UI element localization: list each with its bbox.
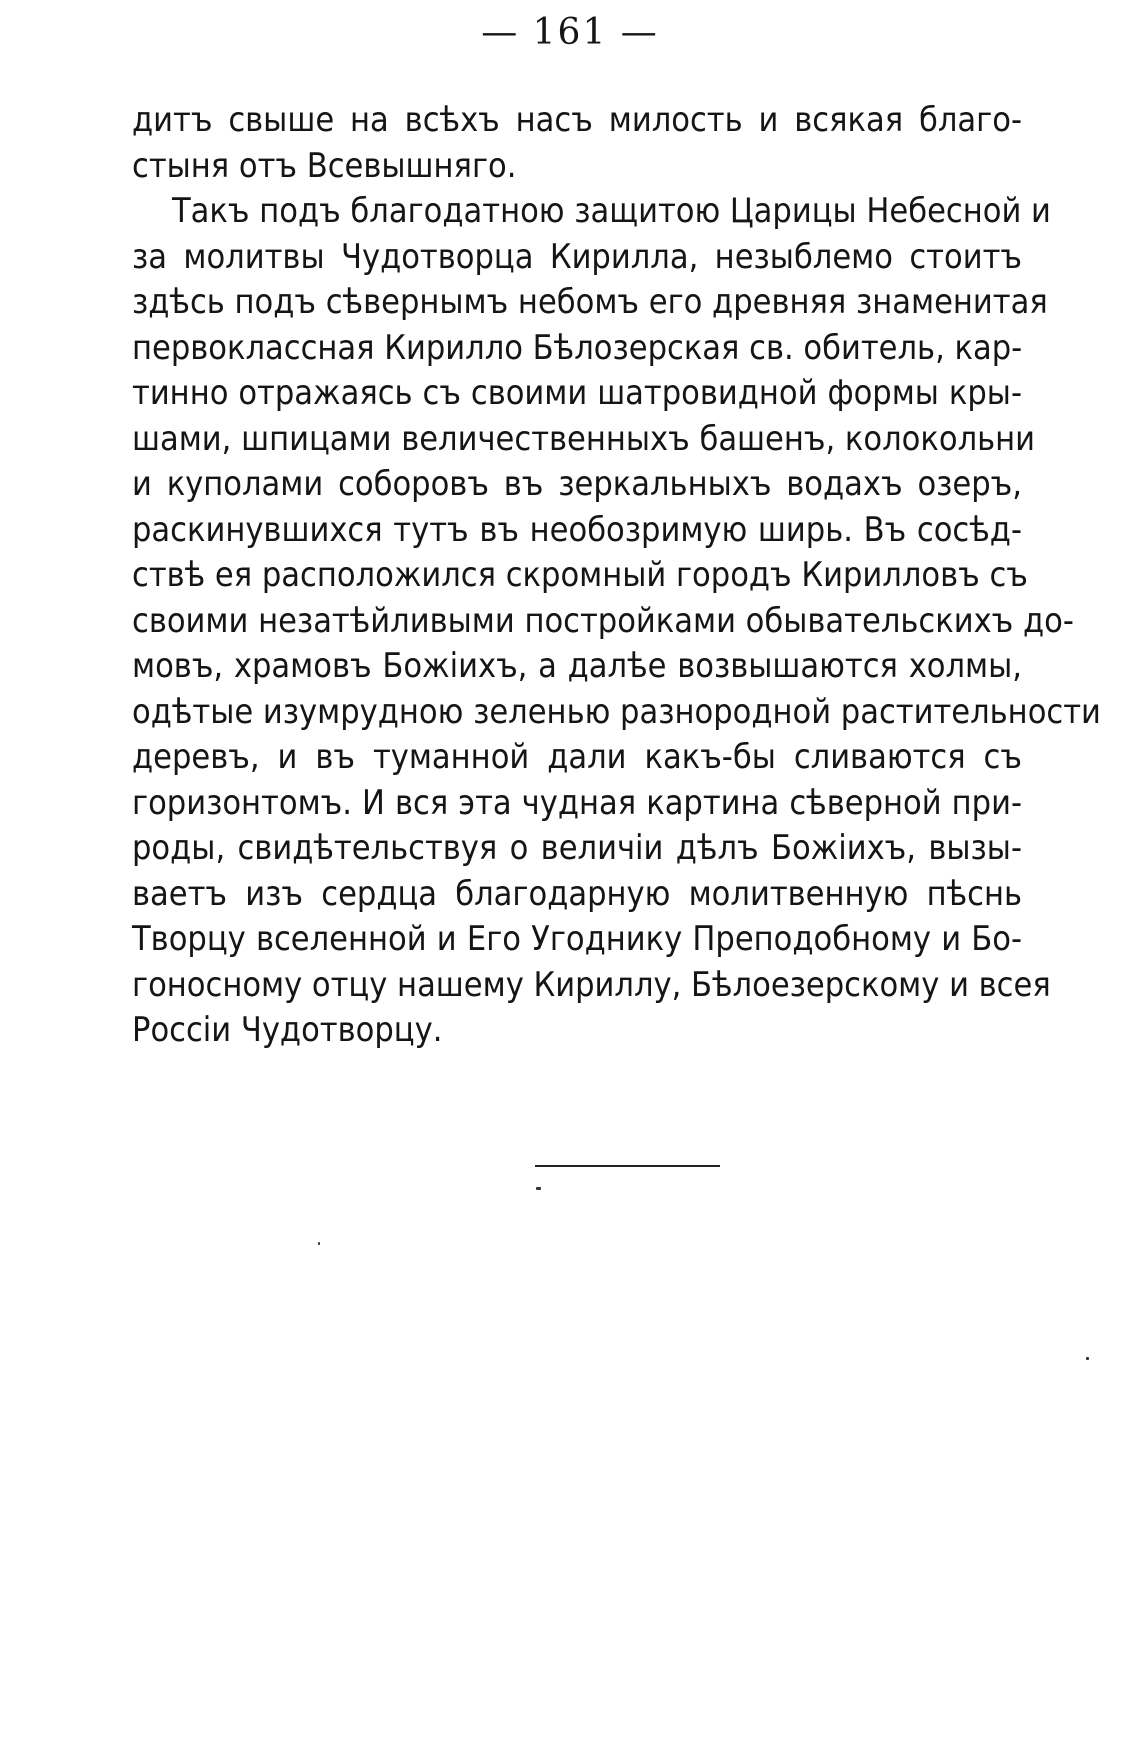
text-line: Творцу вселенной и Его Угоднику Преподобному и Бо- [132,919,1022,959]
text-line: мовъ, храмовъ Божіихъ, а далѣе возвышаются холмы, [132,646,1022,686]
text-line: за молитвы Чудотворца Кирилла, незыблемо стоитъ [132,236,1022,277]
text-line: Такъ подъ благодатною защитою Царицы Небесной и [172,191,1051,231]
body-text [132,98,1101,1054]
text-line: гоносному отцу нашему Кириллу, Бѣлоезерскому и всея [132,964,1051,1005]
text-line: роды, свидѣтельствуя о величіи дѣлъ Божіихъ, вызы- [132,828,1022,868]
text-line: горизонтомъ. И вся эта чудная картина сѣверной при- [132,782,1022,823]
text-line: одѣтые изумрудною зеленью разнородной растительности [132,691,1101,732]
text-line: шами, шпицами величественныхъ башенъ, колокольни [132,418,1036,459]
print-speck [318,1242,320,1245]
print-speck [536,1187,541,1190]
text-line: ствѣ ея расположился скромный городъ Кирилловъ съ [132,555,1028,595]
text-line: и куполами соборовъ въ зеркальныхъ водахъ озеръ, [132,464,1022,504]
text-line: первоклассная Кирилло Бѣлозерская св. обитель, кар- [132,327,1023,368]
text-line: тинно отражаясь съ своими шатровидной формы кры- [132,373,1022,413]
print-speck [1086,1357,1089,1360]
text-line: здѣсь подъ сѣвернымъ небомъ его древняя знаменитая [132,282,1048,322]
page-number: — 161 — [481,12,659,53]
text-line: стыня отъ Всевышняго. [132,145,517,186]
text-line: раскинувшихся тутъ въ необозримую ширь. Въ сосѣд- [132,509,1022,550]
text-line: ваетъ изъ сердца благодарную молитвенную пѣснь [132,873,1022,914]
text-line: дитъ свыше на всѣхъ насъ милость и всякая благо- [132,100,1022,140]
text-line: деревъ, и въ туманной дали какъ-бы сливаются съ [132,737,1022,777]
text-line: своими незатѣйливыми постройками обывательскихъ до- [132,600,1074,641]
section-divider [535,1165,720,1167]
text-line: Россіи Чудотворцу. [132,1010,443,1050]
